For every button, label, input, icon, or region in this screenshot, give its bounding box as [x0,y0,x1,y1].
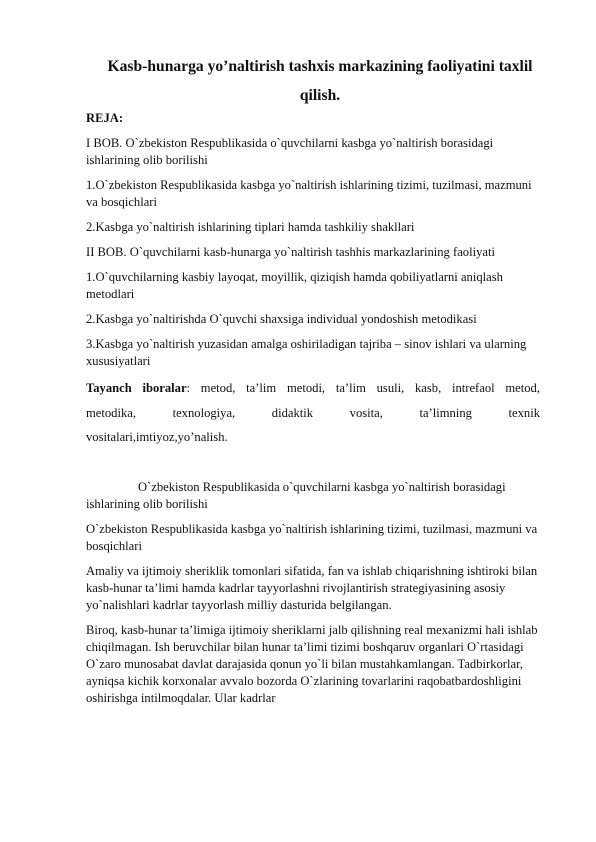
body-paragraph: Biroq, kasb-hunar ta’limiga ijtimoiy sheriklarni jalb qilishning real mexanizmi hali ishlab chiqilmagan. Ish beruvchilar bilan hunar ta’limi tizimi boshqaruv organlari O`rtasidagi O`zaro munosabat davlat darajasida qonun yo`li bilan mustahkamlangan. Tadbirkorlar, ayniqsa kichik korxonalar avvalo bozorda O`zlarining tovarlarini raqobatbardoshligini oshirishga intilmoqdalar. Ular kadrlar [86,622,538,705]
blank-line [86,458,540,479]
plan-item: 3.Kasbga yo`naltirish yuzasidan amalga oshiriladigan tajriba – sinov ishlari va ularning xususiyatlari [86,337,527,368]
title-line-1: Kasb-hunarga yo’naltirish tashxis markazining faoliyatini taxlil [107,58,533,75]
keywords-line-1 [86,376,540,401]
plan-item: I BOB. O`zbekiston Respublikasida o`quvchilarni kasbga yo`naltirish borasidagi ishlarining olib borilishi [86,136,494,167]
plan-item: 2.Kasbga yo`naltirishda O`quvchi shaxsiga individual yondoshish metodikasi [86,312,477,326]
plan-item: 1.O`zbekiston Respublikasida kasbga yo`naltirish ishlarining tizimi, tuzilmasi, mazmuni va bosqichlari [86,178,532,209]
plan-heading: REJA: [86,111,124,125]
body-paragraph: Amaliy va ijtimoiy sheriklik tomonlari sifatida, fan va ishlab chiqarishning ishtiroki bilan kasb-hunar ta’limi hamda kadrlar tayyorlashni rivojlantirish strategiyasining asosiy yo`nalishlari kadrlar tayyorlash milliy dasturida belgilangan. [86,563,538,612]
plan-item: 2.Kasbga yo`naltirish ishlarining tiplari hamda tashkiliy shakllari [86,220,415,234]
keywords-line-3: vositalari,imtiyoz,yo’nalish. [86,430,228,444]
document-body [86,52,540,715]
subsection-heading: O`zbekiston Respublikasida kasbga yo`naltirish ishlarining tizimi, tuzilmasi, mazmuni va bosqichlari [86,521,538,553]
keywords-text-1: : metod, ta’lim metodi, ta’lim usuli, kasb, intrefaol metod, [186,381,541,395]
plan-item: II BOB. O`quvchilarni kasb-hunarga yo`naltirish tashhis markazlarining faoliyati [86,245,495,259]
keywords-label: Tayanch iboralar [86,381,187,395]
title-line-2: qilish. [299,87,341,104]
keywords-line-2: metodika, texnologiya, didaktik vosita, ta’limning texnik [86,405,540,420]
plan-item: 1.O`quvchilarning kasbiy layoqat, moyillik, qiziqish hamda qobiliyatlarni aniqlash metodlari [86,270,503,301]
section-heading: O`zbekiston Respublikasida o`quvchilarni kasbga yo`naltirish borasidagi ishlarining olib borilishi [86,479,506,511]
keywords-paragraph [86,376,540,450]
document-title [86,52,540,110]
